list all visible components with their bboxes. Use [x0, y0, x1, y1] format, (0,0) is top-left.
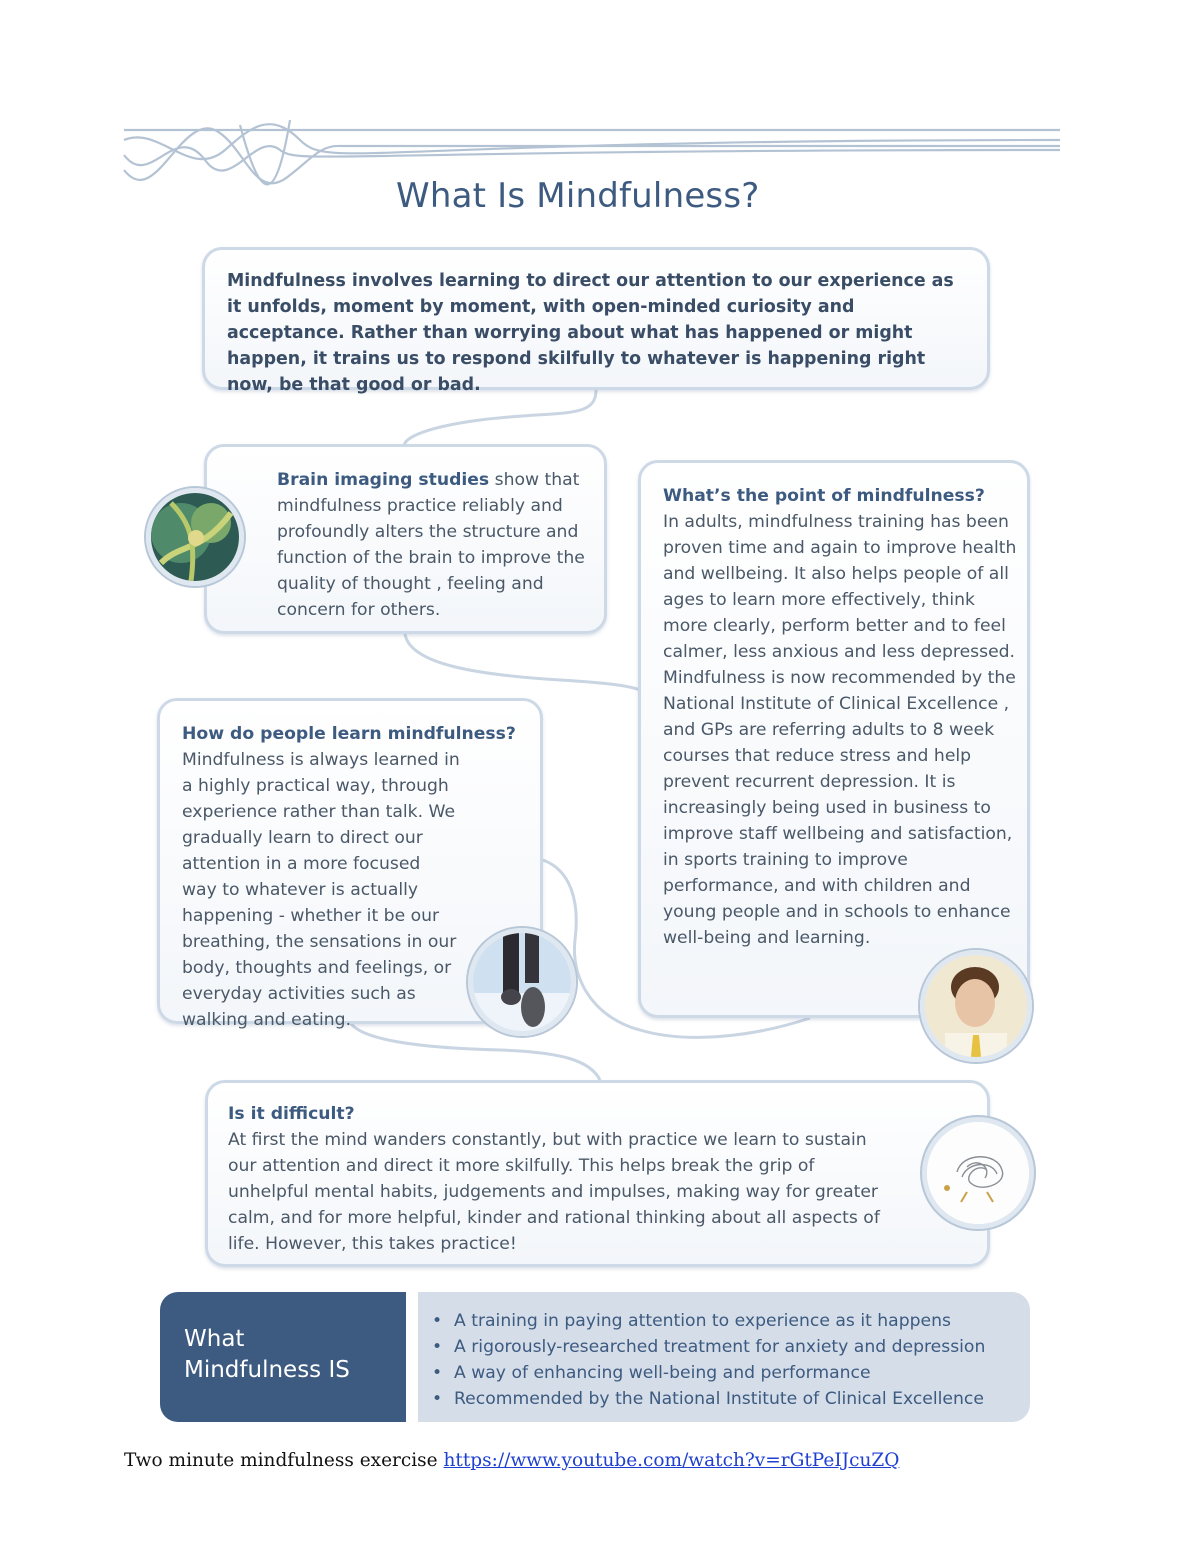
point-of-mindfulness-box — [638, 460, 1030, 1018]
walking-feet-photo — [468, 928, 576, 1036]
brain-imaging-text — [277, 467, 594, 623]
boy-meditating-photo — [920, 950, 1032, 1062]
page-title: What Is Mindfulness? — [396, 176, 760, 216]
intro-box — [202, 247, 990, 395]
brain-imaging-box — [204, 444, 607, 634]
footer-text: Two minute mindfulness exercise — [124, 1450, 444, 1471]
footer — [124, 1450, 899, 1471]
brain-neuron-photo — [146, 488, 244, 586]
summary-label-line1: What — [184, 1326, 245, 1352]
summary-list — [430, 1308, 1030, 1412]
summary-item: • A training in paying attention to experience as it happens — [430, 1308, 1030, 1334]
tangled-mind-drawing — [922, 1117, 1034, 1229]
intro-text: Mindfulness involves learning to direct our attention to our experience as it unfolds, moment by moment, with open-minded curiosity and acceptance. Rather than worrying about what has happened or might happen, it trains us to respond skilfully to whatever is happening right now, be that good or bad. — [227, 271, 954, 395]
summary-item: • Recommended by the National Institute of Clinical Excellence — [430, 1386, 1030, 1412]
summary-item: • A rigorously-researched treatment for anxiety and depression — [430, 1334, 1030, 1360]
summary-label-panel — [160, 1292, 406, 1422]
point-heading: What’s the point of mindfulness? — [663, 486, 985, 506]
summary-item: • A way of enhancing well-being and performance — [430, 1360, 1030, 1386]
difficult-text: At first the mind wanders constantly, but with practice we learn to sustain our attention and direct it more skilfully. This helps break the grip of unhelpful mental habits, judgements and impulses, making way for greater calm, and for more helpful, kinder and rational thinking about all aspects of life. However, this takes practice! — [228, 1130, 880, 1254]
summary-label-line2: Mindfulness IS — [184, 1357, 350, 1383]
learn-text: Mindfulness is always learned in a highly practical way, through experience rather than talk. We gradually learn to direct our attention in a more focused way to whatever is actually happening - whether it be our breathing, the sensations in our body, thoughts and feelings, or everyday activities such as walking and eating. — [182, 750, 460, 1030]
point-text: In adults, mindfulness training has been proven time and again to improve health and wellbeing. It also helps people of all ages to learn more effectively, think more clearly, perform better and to feel calmer, less anxious and less depressed. Mindfulness is now recommended by the National Institute of Clinical Excellence , and GPs are referring adults to 8 week courses that reduce stress and help prevent recurrent depression. It is increasingly being used in business to improve staff wellbeing and satisfaction, in sports training to improve performance, and with children and young people and in schools to enhance well-being and learning. — [663, 512, 1017, 948]
youtube-link[interactable]: https://www.youtube.com/watch?v=rGtPeIJcuZQ — [443, 1450, 900, 1471]
brain-imaging-body: show that mindfulness practice reliably and profoundly alters the structure and function of the brain to improve the quality of thought , feeling and concern for others. — [277, 470, 585, 620]
summary-list-panel — [418, 1292, 1030, 1422]
learn-heading: How do people learn mindfulness? — [182, 724, 516, 744]
difficult-heading: Is it difficult? — [228, 1104, 355, 1124]
is-it-difficult-box — [205, 1080, 990, 1267]
brain-imaging-lead: Brain imaging studies — [277, 470, 490, 490]
